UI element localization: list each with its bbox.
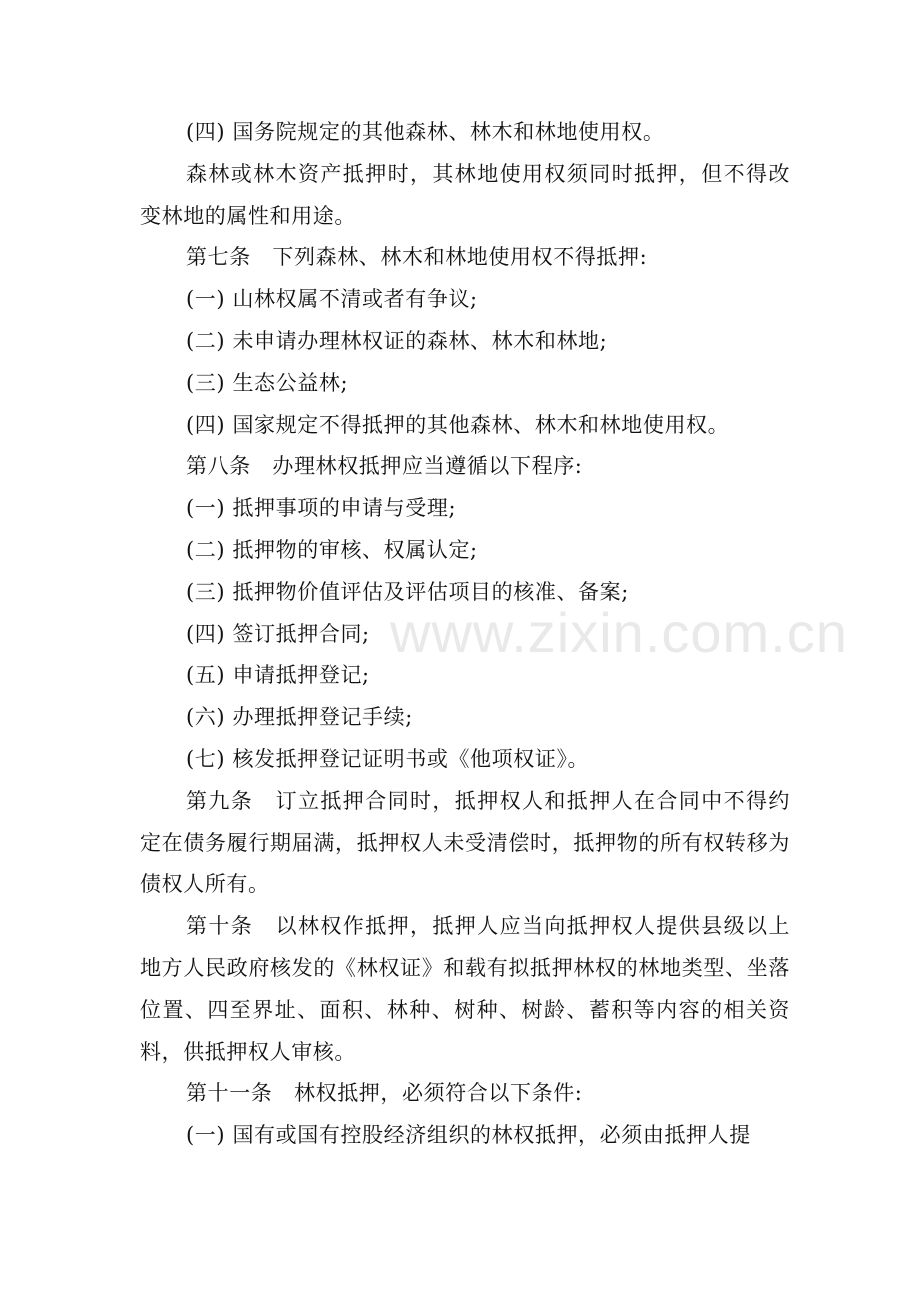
paragraph-6: (三) 生态公益林; (186, 370, 349, 395)
article-7-heading: 第七条 下列森林、林木和林地使用权不得抵押: (186, 245, 648, 270)
paragraph-19: (一) 国有或国有控股经济组织的林权抵押，必须由抵押人提 (186, 1123, 751, 1148)
watermark: www.zixin.com.cn (390, 601, 848, 664)
document-body (140, 112, 790, 1157)
article-9-paragraph: 第九条 订立抵押合同时，抵押权人和抵押人在合同中不得约定在债务履行期届满，抵押权人未受清偿时，抵押物的所有权转移为债权人所有。 (140, 788, 790, 897)
article-8-heading: 第八条 办理林权抵押应当遵循以下程序: (186, 454, 583, 479)
paragraph-2: 森林或林木资产抵押时，其林地使用权须同时抵押，但不得改变林地的属性和用途。 (140, 161, 790, 228)
paragraph-4: (一) 山林权属不清或者有争议; (186, 287, 478, 312)
paragraph-5: (二) 未申请办理林权证的森林、林木和林地; (186, 328, 608, 353)
article-11-heading: 第十一条 林权抵押，必须符合以下条件: (186, 1081, 583, 1106)
paragraph-15: (七) 核发抵押登记证明书或《他项权证》。 (186, 746, 590, 771)
paragraph-10: (二) 抵押物的审核、权属认定; (186, 537, 478, 562)
paragraph-11: (三) 抵押物价值评估及评估项目的核准、备案; (186, 579, 629, 604)
article-10-paragraph: 第十条 以林权作抵押，抵押人应当向抵押权人提供县级以上地方人民政府核发的《林权证》和载有拟抵押林权的林地类型、坐落位置、四至界址、面积、林种、树种、树龄、蓄积等内容的相关资料，供抵押权人审核。 (140, 914, 790, 1064)
paragraph-12: (四) 签订抵押合同; (186, 621, 370, 646)
paragraph-14: (六) 办理抵押登记手续; (186, 705, 413, 730)
paragraph-7: (四) 国家规定不得抵押的其他森林、林木和林地使用权。 (186, 412, 730, 437)
paragraph-9: (一) 抵押事项的申请与受理; (186, 496, 457, 521)
paragraph-13: (五) 申请抵押登记; (186, 663, 370, 688)
paragraph-1: (四) 国务院规定的其他森林、林木和林地使用权。 (186, 120, 665, 144)
